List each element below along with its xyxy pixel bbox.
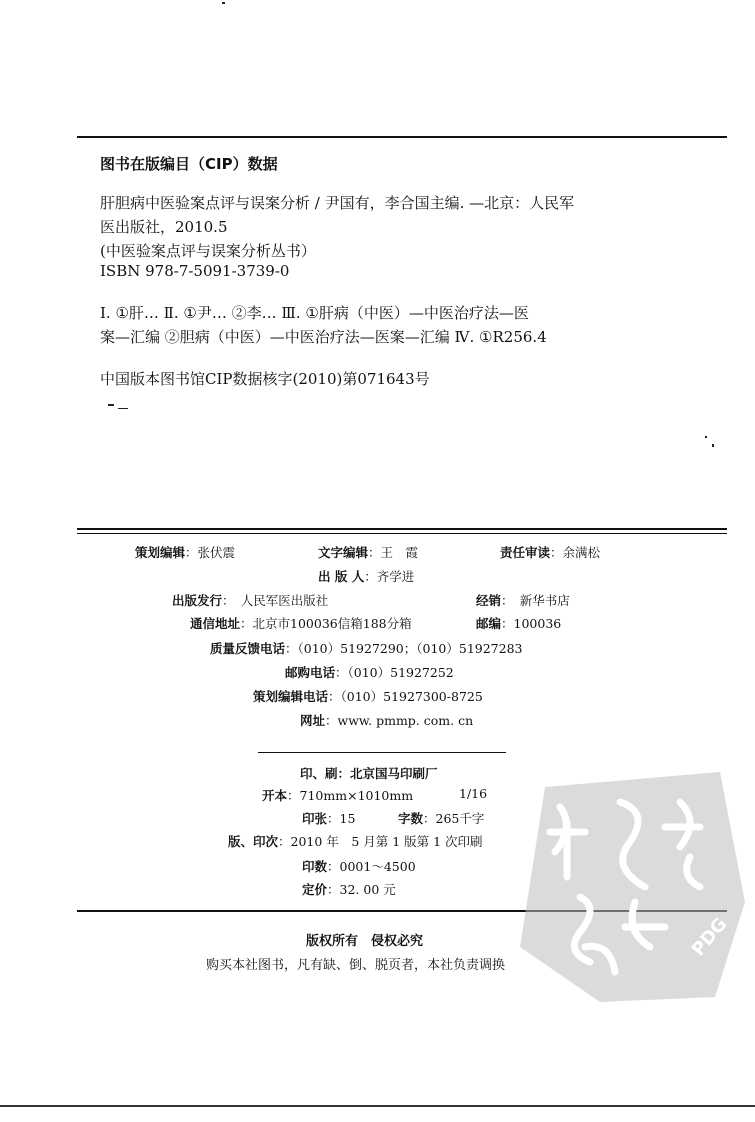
seller: 经销： 新华书店 [476, 593, 570, 608]
printer: 印、刷：北京国马印刷厂 [300, 766, 438, 781]
copies-value: 0001～4500 [339, 859, 416, 874]
cip-title-line1: 肝胆病中医验案点评与误案分析 / 尹国有，李合国主编. —北京：人民军 [100, 194, 575, 212]
scan-speck [705, 436, 707, 438]
postcode-value: 100036 [513, 616, 562, 631]
staff-top-rule [77, 528, 727, 530]
sheets-value: 15 [339, 811, 356, 826]
text-editor: 文字编辑：王 霞 [318, 545, 419, 560]
page-bottom-edge [0, 1105, 755, 1107]
printer-label: 印、刷 [300, 766, 338, 781]
format: 开本：710mm×1010mm [262, 788, 414, 803]
editor-phone-label: 策划编辑电话 [253, 689, 329, 704]
price: 定价：32. 00 元 [302, 882, 396, 897]
address-label: 通信地址 [190, 616, 241, 631]
watermark-text: PDG [687, 913, 732, 961]
text-editor-label: 文字编辑 [318, 545, 369, 560]
price-label: 定价 [302, 882, 328, 897]
publisher-person: 出 版 人：齐学进 [318, 569, 415, 584]
printer-value: 北京国马印刷厂 [350, 766, 438, 781]
mail-order-phone-label: 邮购电话 [285, 665, 336, 680]
words: 字数：265千字 [398, 811, 485, 826]
seller-value: 新华书店 [519, 593, 570, 608]
reviewer-label: 责任审读 [500, 545, 551, 560]
price-value: 32. 00 元 [339, 882, 396, 897]
scan-speck [108, 404, 114, 406]
edition: 版、印次：2010 年 5 月第 1 版第 1 次印刷 [228, 834, 483, 849]
feedback-phone-value: （010）51927290；（010）51927283 [297, 641, 523, 656]
editor-phone-value: （010）51927300-8725 [340, 689, 483, 704]
format-label: 开本 [262, 788, 288, 803]
scan-speck [222, 2, 225, 4]
distributor: 出版发行： 人民军医出版社 [172, 593, 329, 608]
mail-order-phone-value: （010）51927252 [347, 665, 454, 680]
cip-isbn: ISBN 978-7-5091-3739-0 [100, 262, 290, 280]
words-label: 字数 [398, 811, 424, 826]
planning-editor-value: 张伏震 [197, 545, 236, 560]
distributor-label: 出版发行 [172, 593, 223, 608]
printing-top-rule [258, 752, 506, 753]
format-fraction: 1/16 [459, 786, 488, 801]
cip-title-line2: 医出版社，2010.5 [100, 218, 228, 236]
format-value: 710mm×1010mm [299, 788, 414, 803]
scan-speck [118, 408, 128, 409]
postcode: 邮编：100036 [476, 616, 562, 631]
feedback-phone: 质量反馈电话：（010）51927290；（010）51927283 [210, 641, 523, 656]
feedback-phone-label: 质量反馈电话 [210, 641, 286, 656]
reviewer-value: 余满松 [562, 545, 601, 560]
address: 通信地址：北京市100036信箱188分箱 [190, 616, 412, 631]
top-rule [77, 136, 727, 138]
distributor-value: 人民军医出版社 [240, 593, 329, 608]
copies: 印数：0001～4500 [302, 859, 416, 874]
scan-speck [712, 444, 714, 447]
website: 网址：www. pmmp. com. cn [300, 713, 474, 728]
edition-value: 2010 年 5 月第 1 版第 1 次印刷 [290, 834, 483, 849]
copies-label: 印数 [302, 859, 328, 874]
watermark-seal [505, 762, 755, 1002]
sheets-label: 印张 [302, 811, 328, 826]
sheets: 印张：15 [302, 811, 356, 826]
planning-editor: 策划编辑：张伏震 [135, 545, 236, 560]
website-label: 网址 [300, 713, 326, 728]
cip-number: 中国版本图书馆CIP数据核字(2010)第071643号 [100, 370, 430, 388]
address-value: 北京市100036信箱188分箱 [252, 616, 412, 631]
website-value: www. pmmp. com. cn [337, 713, 474, 728]
words-value: 265千字 [435, 811, 485, 826]
planning-editor-label: 策划编辑 [135, 545, 186, 560]
cip-subject-line1: Ⅰ. ①肝… Ⅱ. ①尹… ②李… Ⅲ. ①肝病（中医）—中医治疗法—医 [100, 304, 529, 322]
cip-series: (中医验案点评与误案分析丛书） [100, 242, 316, 260]
postcode-label: 邮编 [476, 616, 502, 631]
copyright-line2: 购买本社图书，凡有缺、倒、脱页者，本社负责调换 [206, 958, 506, 973]
edition-label: 版、印次 [228, 834, 279, 849]
copyright-line1: 版权所有 侵权必究 [306, 934, 424, 949]
cip-subject-line2: 案—汇编 ②胆病（中医）—中医治疗法—医案—汇编 Ⅳ. ①R256.4 [100, 328, 547, 346]
text-editor-value: 王 霞 [380, 545, 419, 560]
staff-top-rule-thin [77, 533, 727, 534]
cip-heading: 图书在版编目（CIP）数据 [100, 155, 278, 173]
editor-phone: 策划编辑电话：（010）51927300-8725 [253, 689, 483, 704]
mail-order-phone: 邮购电话：（010）51927252 [285, 665, 454, 680]
reviewer: 责任审读：余满松 [500, 545, 601, 560]
seller-label: 经销 [476, 593, 502, 608]
publisher-person-label: 出 版 人 [318, 569, 365, 584]
publisher-person-value: 齐学进 [376, 569, 415, 584]
